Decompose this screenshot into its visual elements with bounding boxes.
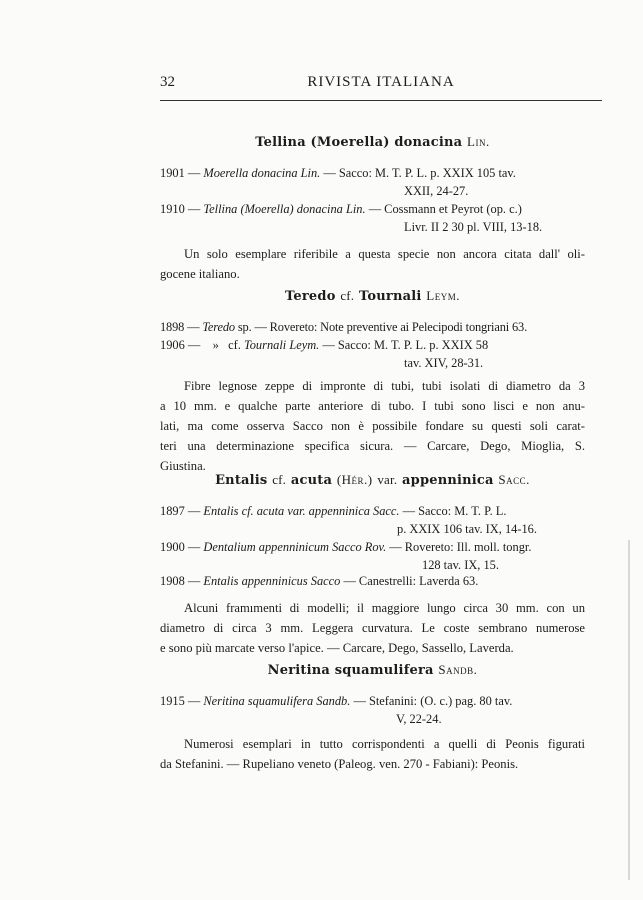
- ref-year: 1908: [160, 574, 185, 588]
- ref-continuation: Livr. II 2 30 pl. VIII, 13-18.: [404, 220, 543, 234]
- ref-taxon: Entalis appenninicus Sacco: [203, 574, 341, 588]
- heading-author: Sandb.: [438, 662, 478, 677]
- heading-genus: Entalis: [215, 473, 268, 488]
- ref-year: 1910: [160, 202, 185, 216]
- ref-citation: — Rovereto: Ill. moll. tongr.: [386, 540, 532, 554]
- ref-year: 1915: [160, 694, 185, 708]
- ref-continuation: V, 22-24.: [396, 712, 442, 726]
- description-paragraph: [160, 376, 585, 476]
- text-line: Fibre legnose zeppe di impronte di tubi, tubi isolati di diametro da 3: [184, 379, 585, 393]
- reference-entry: [160, 164, 585, 200]
- text-line: Numerosi esemplari in tutto corrispondenti a quelli di Peonis figurati: [184, 737, 585, 751]
- text-line: Alcuni framımenti di modelli; il maggiore lungo circa 30 mm. con un: [184, 601, 585, 615]
- text-line: teri una determinazione specifica sicura. — Carcare, Dego, Mioglia, S.: [160, 439, 585, 453]
- ref-dash: — » cf.: [184, 338, 244, 352]
- page-number: 32: [160, 74, 175, 90]
- ref-citation: — Stefanini: (O. c.) pag. 80 tav.: [350, 694, 513, 708]
- species-heading-entalis: [160, 472, 585, 488]
- text-line: a 10 mm. e qualche parte anteriore di tubo. I tubi sono lisci e non anu-: [160, 399, 585, 413]
- ref-continuation: tav. XIV, 28-31.: [404, 356, 484, 370]
- heading-cf: cf.: [340, 288, 355, 303]
- ref-taxon: Entalis cf. acuta var. appenninica Sacc.: [203, 504, 400, 518]
- ref-taxon: Teredo: [202, 320, 235, 334]
- ref-year: 1906: [160, 338, 185, 352]
- heading-var: var.: [377, 472, 398, 487]
- species-heading-neritina: [160, 662, 585, 678]
- heading-species: acuta: [290, 473, 333, 488]
- text-line: Un solo esemplare riferibile a questa specie non ancora citata dall' oli-: [184, 247, 585, 261]
- ref-year: 1901: [160, 166, 185, 180]
- reference-entry: [160, 538, 585, 574]
- scan-margin-shadow: [628, 540, 630, 880]
- ref-taxon: Dentalium appenninicum Sacco Rov.: [203, 540, 387, 554]
- ref-taxon: Tournali Leym.: [243, 338, 320, 352]
- text-line: da Stefanini. — Rupeliano veneto (Paleog. ven. 270 - Fabiani): Peonis.: [160, 757, 519, 771]
- text-line: e sono più marcate verso l'apice. — Carcare, Dego, Sassello, Laverda.: [160, 641, 514, 655]
- species-heading-teredo: [160, 288, 585, 304]
- journal-title: RIVISTA ITALIANA: [307, 74, 455, 90]
- text-line: lati, ma come osserva Sacco non è possibile fondare su questi soli carat-: [160, 419, 585, 433]
- heading-variety: appenninica: [402, 473, 494, 488]
- description-paragraph: [160, 734, 585, 774]
- heading-taxon: Neritina squamulifera: [267, 663, 434, 678]
- reference-entry: [160, 336, 585, 372]
- ref-taxon: Neritina squamulifera Sandb.: [203, 694, 351, 708]
- ref-dash: —: [184, 202, 204, 216]
- ref-taxon: Moerella donacina Lin.: [203, 166, 321, 180]
- ref-taxon: Tellina (Moerella) donacina Lin.: [203, 202, 366, 216]
- heading-author: (Hér.): [336, 472, 373, 487]
- running-head: [160, 74, 602, 96]
- reference-entry: [160, 692, 585, 728]
- ref-dash: —: [184, 166, 204, 180]
- text-line: diametro di circa 3 mm. Leggera curvatura. Le coste sembrano numerose: [160, 621, 585, 635]
- ref-continuation: XXII, 24-27.: [404, 184, 469, 198]
- ref-citation: — Canestrelli: Laverda 63.: [340, 574, 479, 588]
- text-line: gocene italiano.: [160, 267, 240, 281]
- ref-continuation: p. XXIX 106 tav. IX, 14-16.: [397, 522, 537, 536]
- ref-dash: —: [184, 694, 204, 708]
- heading-author: Lin.: [467, 134, 490, 149]
- text-line: Giustina.: [160, 459, 206, 473]
- ref-year: 1900: [160, 540, 185, 554]
- heading-cf: cf.: [272, 472, 287, 487]
- ref-dash: —: [184, 504, 204, 518]
- ref-citation: — Sacco: M. T. P. L.: [399, 504, 507, 518]
- heading-genus: Teredo: [285, 289, 336, 304]
- reference-entry: [160, 200, 585, 236]
- description-paragraph: [160, 598, 585, 658]
- ref-citation: sp. — Rovereto: Note preventive ai Pelecipodi tongriani 63.: [234, 320, 528, 334]
- ref-dash: —: [184, 574, 204, 588]
- ref-dash: —: [184, 320, 203, 334]
- heading-author: Leym.: [426, 288, 460, 303]
- heading-species: Tournali: [359, 289, 422, 304]
- ref-year: 1897: [160, 504, 185, 518]
- reference-entry: [160, 502, 585, 538]
- ref-citation: — Sacco: M. T. P. L. p. XXIX 105 tav.: [320, 166, 516, 180]
- species-heading-tellina: [160, 134, 585, 150]
- ref-dash: —: [184, 540, 204, 554]
- ref-citation: — Sacco: M. T. P. L. p. XXIX 58: [319, 338, 489, 352]
- ref-year: 1898: [160, 320, 185, 334]
- description-paragraph: [160, 244, 585, 284]
- ref-citation: — Cossmann et Peyrot (op. c.): [365, 202, 522, 216]
- reference-entry: [160, 318, 585, 336]
- ref-continuation: 128 tav. IX, 15.: [422, 558, 499, 572]
- header-rule: [160, 100, 602, 101]
- heading-taxon: Tellina (Moerella) donacina: [255, 135, 463, 150]
- heading-author-2: Sacc.: [498, 472, 530, 487]
- reference-entry: [160, 572, 585, 590]
